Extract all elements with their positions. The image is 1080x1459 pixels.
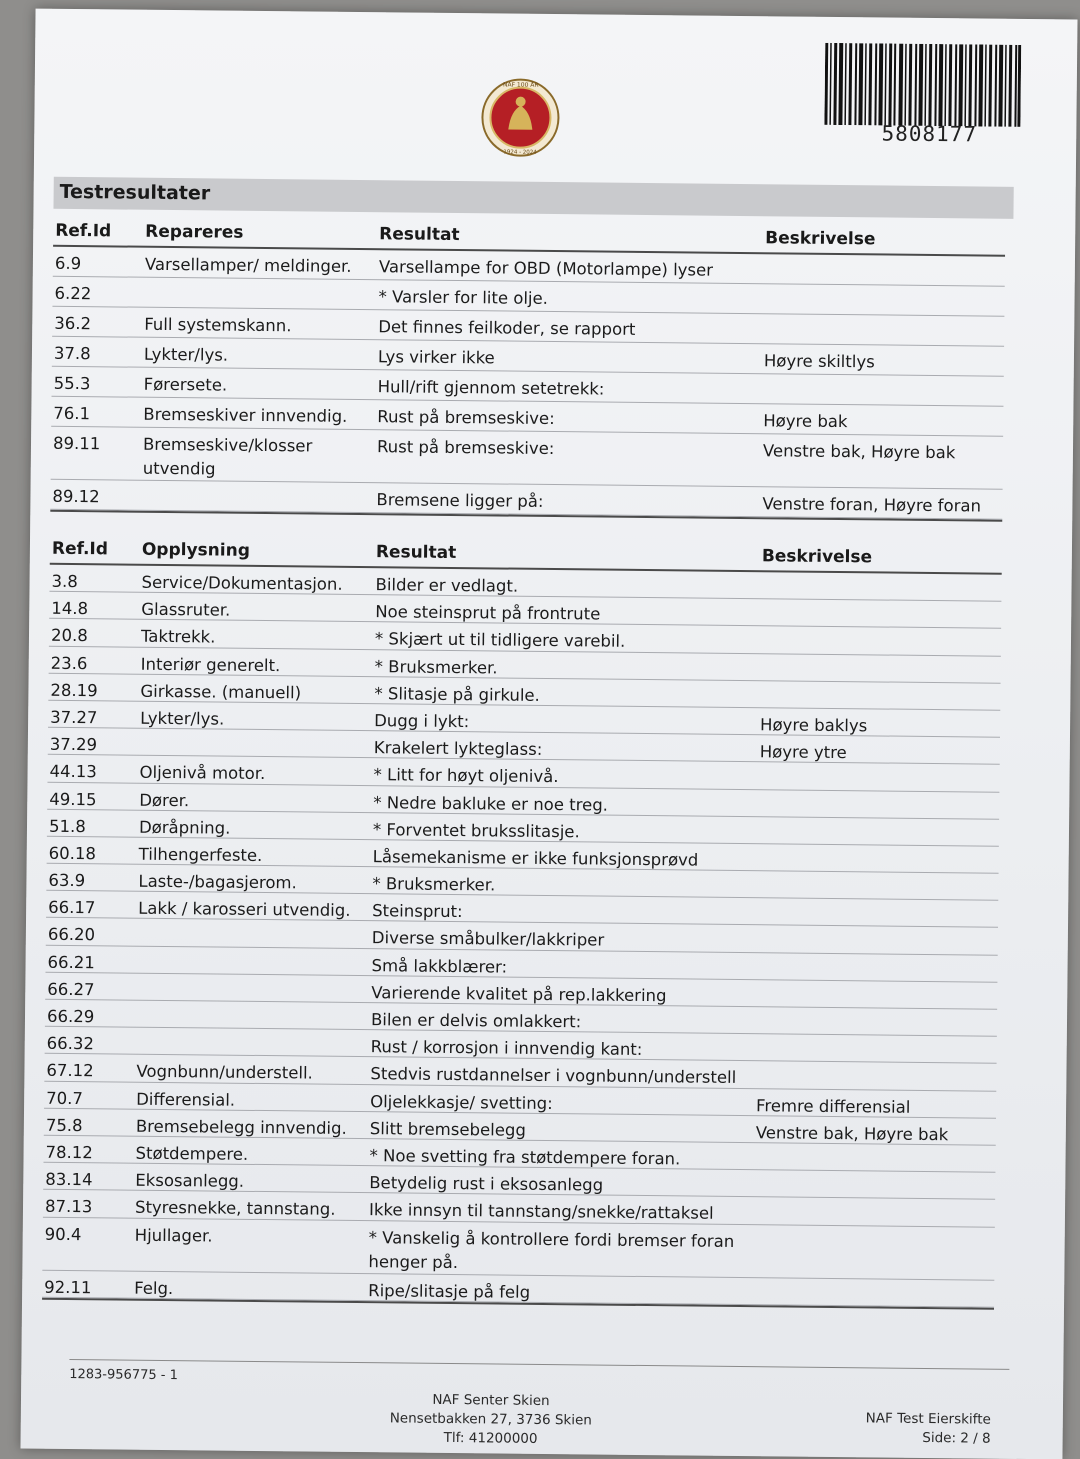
- ref-id-cell: 37.29: [49, 734, 98, 755]
- item-cell: Lakk / karosseri utvendig.: [138, 898, 351, 921]
- footer-center-address: Nensetbakken 27, 3736 Skien: [389, 1410, 592, 1429]
- result-cell: Det finnes feilkoder, se rapport: [378, 317, 636, 339]
- result-cell: Steinsprut:: [372, 901, 463, 922]
- ref-id-cell: 66.27: [47, 979, 95, 1000]
- item-cell: Lykter/lys.: [143, 344, 229, 365]
- item-cell: Service/Dokumentasjon.: [141, 572, 343, 594]
- ref-id-cell: 44.13: [49, 762, 97, 782]
- result-cell: Stedvis rustdannelser i vognbunn/understell: [370, 1064, 737, 1088]
- description-cell: [756, 1148, 996, 1151]
- description-cell: Høyre baklys: [760, 715, 868, 736]
- result-cell: Krakelert lykteglass:: [373, 738, 543, 760]
- ref-id-cell: 66.17: [48, 898, 96, 918]
- footer-page-number: Side: 2 / 8: [922, 1429, 991, 1447]
- ref-id-cell: 63.9: [48, 870, 86, 891]
- result-cell: Varierende kvalitet på rep.lakkering: [371, 982, 667, 1006]
- item-cell: Laste-/bagasjerom.: [138, 871, 297, 893]
- ref-id-cell: 3.8: [51, 571, 78, 592]
- item-cell: Varsellamper/ meldinger.: [144, 254, 352, 276]
- description-cell: [757, 1039, 997, 1042]
- result-cell: Betydelig rust i eksosanlegg: [369, 1173, 604, 1195]
- description-cell: [762, 577, 1002, 580]
- item-cell: Eksosanlegg.: [135, 1170, 245, 1191]
- result-cell: Rust på bremseskive:: [377, 407, 555, 429]
- description-cell: [759, 849, 999, 852]
- header-resultat: Resultat: [379, 224, 460, 246]
- result-cell: Rust på bremseskive:: [376, 437, 555, 459]
- ref-id-cell: 20.8: [50, 626, 88, 646]
- barcode-icon: [824, 43, 1021, 127]
- item-cell: [145, 283, 375, 285]
- result-cell: * Forventet bruksslitasje.: [372, 819, 580, 842]
- ref-id-cell: 78.12: [45, 1142, 93, 1163]
- logo-ring-text: NAF 100 ÅR: [502, 81, 539, 89]
- result-cell: * Bruksmerker.: [372, 874, 496, 895]
- result-cell: * Litt for høyt oljenivå.: [373, 765, 559, 787]
- header-beskrivelse: Beskrivelse: [765, 228, 876, 250]
- description-cell: [765, 259, 1005, 262]
- item-cell: Vognbunn/understell.: [136, 1062, 313, 1083]
- description-cell: [764, 379, 1004, 382]
- ref-id-cell: 70.7: [46, 1088, 84, 1108]
- description-cell: [761, 632, 1001, 635]
- item-cell: [137, 979, 367, 981]
- header-repareres: Repareres: [145, 221, 244, 243]
- description-cell: [754, 1283, 994, 1286]
- description-cell: [758, 958, 998, 961]
- description-cell: Venstre bak, Høyre bak: [762, 441, 956, 463]
- header-ref-id: Ref.Id: [55, 220, 112, 242]
- ref-id-cell: 90.4: [44, 1224, 82, 1244]
- item-cell: Bremseskiver innvendig.: [143, 404, 348, 426]
- item-cell: [137, 1033, 367, 1035]
- result-cell: Bilder er vedlagt.: [375, 575, 519, 596]
- result-cell: Noe steinsprut på frontrute: [375, 602, 601, 624]
- item-cell: [143, 486, 373, 488]
- description-cell: [759, 822, 999, 825]
- result-cell: * Bruksmerker.: [374, 656, 498, 678]
- ref-id-cell: 37.27: [50, 707, 98, 728]
- logo-years-text: 1924 - 2024: [503, 149, 537, 156]
- item-cell: Tilhengerfeste.: [138, 844, 263, 865]
- result-cell: * Noe svetting fra støtdempere foran.: [369, 1146, 681, 1169]
- result-cell: Låsemekanisme er ikke funksjonsprøvd: [372, 847, 699, 870]
- item-cell: Full systemskann.: [144, 314, 292, 336]
- result-cell: Oljelekkasje/ svetting:: [370, 1091, 553, 1113]
- description-cell: [755, 1202, 995, 1205]
- result-cell: Diverse småbulker/lakkriper: [371, 928, 605, 951]
- ref-id-cell: 89.11: [52, 433, 101, 454]
- barcode-number: 5808177: [881, 121, 978, 147]
- footer-center-name: NAF Senter Skien: [432, 1391, 550, 1410]
- footer-divider: [69, 1359, 1009, 1370]
- description-cell: [759, 795, 999, 798]
- description-cell: [759, 876, 999, 879]
- description-cell: Høyre ytre: [759, 742, 847, 763]
- item-cell: Bremseskive/klosser utvendig: [142, 434, 313, 479]
- description-cell: Venstre bak, Høyre bak: [755, 1122, 949, 1144]
- ref-id-cell: 66.21: [47, 952, 95, 972]
- result-cell: * Slitasje på girkule.: [374, 683, 540, 705]
- footer-right-info: [801, 1409, 991, 1449]
- repairs-table: [50, 211, 1005, 522]
- description-cell: Fremre differensial: [756, 1095, 911, 1117]
- item-cell: Oljenivå motor.: [139, 763, 266, 784]
- document-sheet: [20, 9, 1077, 1459]
- item-cell: Taktrekk.: [140, 627, 216, 647]
- description-cell: [761, 686, 1001, 689]
- ref-id-cell: 66.32: [46, 1033, 95, 1054]
- description-cell: [758, 931, 998, 934]
- result-cell: Lys virker ikke: [377, 347, 495, 368]
- section-title: Testresultater: [59, 180, 211, 205]
- item-cell: Differensial.: [136, 1089, 236, 1110]
- ref-id-cell: 51.8: [48, 816, 86, 836]
- description-cell: [755, 1175, 995, 1178]
- description-cell: Venstre foran, Høyre foran: [762, 494, 982, 516]
- description-cell: [760, 768, 1000, 771]
- item-cell: Interiør generelt.: [140, 654, 281, 675]
- result-cell: Små lakkblærer:: [371, 955, 508, 977]
- description-cell: Høyre skiltlys: [763, 351, 875, 372]
- info-table: [42, 529, 1002, 1310]
- ref-id-cell: 36.2: [54, 313, 92, 334]
- result-cell: Slitt bremsebelegg: [369, 1118, 526, 1140]
- ref-id-cell: 55.3: [53, 373, 91, 394]
- item-cell: Dører.: [139, 790, 190, 810]
- header-opplysning: Opplysning: [141, 539, 251, 561]
- result-cell: Varsellampe for OBD (Motorlampe) lyser: [378, 257, 714, 280]
- result-cell: Ikke innsyn til tannstang/snekke/rattaksel: [368, 1200, 714, 1224]
- header-beskrivelse: Beskrivelse: [761, 546, 873, 568]
- result-cell: * Skjært ut til tidligere varebil.: [374, 629, 626, 652]
- naf-100-logo-icon: [480, 77, 561, 158]
- ref-id-cell: 83.14: [45, 1169, 93, 1190]
- item-cell: Bremsebelegg innvendig.: [135, 1116, 347, 1138]
- result-cell: Bremsene ligger på:: [376, 490, 544, 511]
- item-cell: Lykter/lys.: [140, 708, 225, 729]
- result-cell: Ripe/slitasje på felg: [368, 1280, 531, 1302]
- description-cell: [757, 985, 997, 988]
- footer-center-info: [361, 1390, 622, 1450]
- result-cell: Bilen er delvis omlakkert:: [370, 1010, 582, 1032]
- ref-id-cell: 37.8: [53, 343, 91, 364]
- result-cell: * Varsler for lite olje.: [378, 287, 549, 308]
- result-cell: Dugg i lykt:: [374, 711, 470, 732]
- ref-id-cell: 60.18: [48, 843, 97, 864]
- item-cell: [138, 924, 368, 926]
- description-cell: Høyre bak: [763, 411, 848, 432]
- description-cell: [755, 1230, 995, 1233]
- ref-id-cell: 92.11: [44, 1277, 92, 1297]
- item-cell: Styresnekke, tannstang.: [134, 1198, 336, 1220]
- ref-id-cell: 76.1: [53, 403, 91, 424]
- item-cell: Førersete.: [143, 374, 228, 395]
- header-ref-id: Ref.Id: [51, 538, 109, 560]
- ref-id-cell: 28.19: [50, 680, 98, 701]
- item-cell: Hjullager.: [134, 1225, 213, 1246]
- ref-id-cell: 14.8: [51, 598, 89, 619]
- description-cell: [761, 604, 1001, 607]
- item-cell: [140, 734, 370, 736]
- header-resultat: Resultat: [375, 542, 457, 564]
- item-cell: Støtdempere.: [135, 1143, 249, 1164]
- footer-doc-code: 1283-956775 - 1: [69, 1367, 178, 1384]
- item-cell: [137, 1006, 367, 1008]
- description-cell: [757, 1067, 997, 1070]
- ref-id-cell: 6.22: [54, 283, 92, 304]
- ref-id-cell: 66.29: [46, 1006, 95, 1027]
- item-cell: Girkasse. (manuell): [140, 681, 302, 703]
- description-cell: [757, 1012, 997, 1015]
- ref-id-cell: 66.20: [47, 925, 96, 945]
- result-cell: Hull/rift gjennom setetrekk:: [377, 377, 605, 399]
- item-cell: Felg.: [134, 1278, 174, 1298]
- ref-id-cell: 6.9: [54, 253, 82, 274]
- ref-id-cell: 75.8: [45, 1115, 83, 1135]
- description-cell: [765, 289, 1005, 292]
- ref-id-cell: 67.12: [46, 1061, 94, 1081]
- ref-id-cell: 23.6: [50, 653, 88, 673]
- description-cell: [761, 659, 1001, 662]
- footer-report-title: NAF Test Eierskifte: [865, 1410, 991, 1428]
- ref-id-cell: 87.13: [44, 1197, 93, 1217]
- item-cell: [138, 951, 368, 953]
- description-cell: [764, 319, 1004, 322]
- item-cell: Døråpning.: [138, 817, 231, 838]
- footer-center-phone: Tlf: 41200000: [443, 1429, 538, 1447]
- description-cell: [758, 903, 998, 906]
- result-cell: Rust / korrosjon i innvendig kant:: [370, 1037, 643, 1060]
- result-cell: * Vanskelig å kontrollere fordi bremser foran henger på.: [368, 1227, 735, 1272]
- result-cell: * Nedre bakluke er noe treg.: [373, 792, 609, 815]
- item-cell: Glassruter.: [141, 599, 231, 620]
- ref-id-cell: 49.15: [49, 789, 97, 809]
- ref-id-cell: 89.12: [52, 486, 100, 507]
